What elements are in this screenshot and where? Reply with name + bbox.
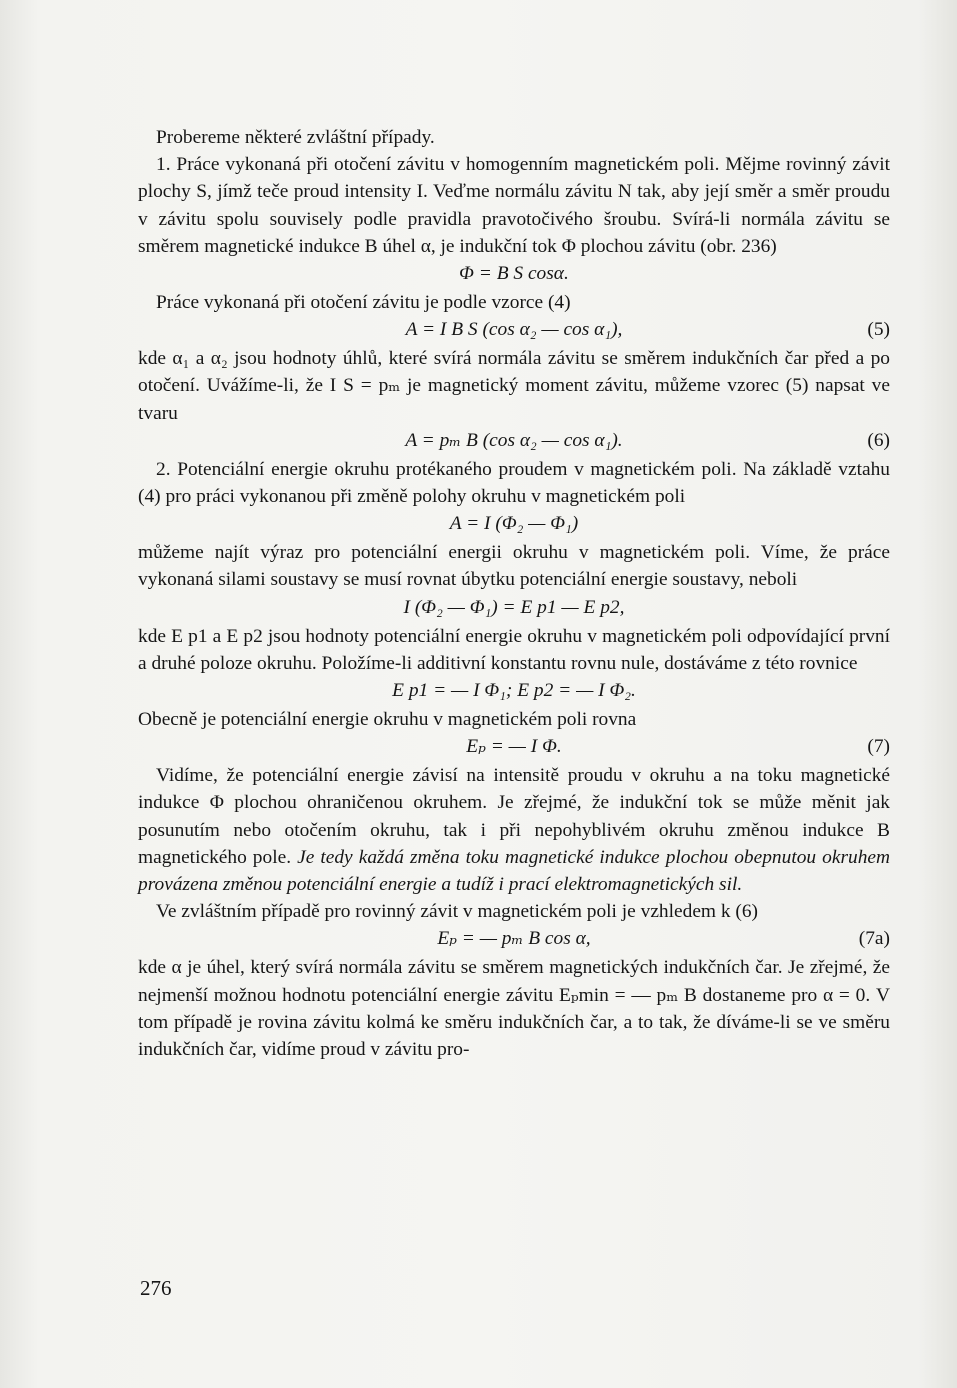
body-text (138, 124, 890, 1063)
equation-flux-body: Φ = B S cosα. (459, 263, 569, 285)
equation-flux (138, 260, 890, 289)
equation-work-flux-body: A = I (Φ₂ — Φ₁) (449, 513, 579, 535)
potential-paragraph: můžeme najít výraz pro potenciální energii okruhu v magnetickém poli. Víme, že práce vykonaná silami soustavy se musí rovnat úbytku potenciální energie soustavy, neboli (138, 542, 890, 591)
equation-5-body: A = I B S (cos α₂ — cos α₁), (405, 319, 623, 341)
section-2-paragraph: 2. Potenciální energie okruhu protékaného proudem v magnetickém poli. Na základě vztahu (4) pro práci vykonanou při změně polohy okruhu v magnetickém poli (138, 458, 890, 508)
equation-energy-difference (138, 594, 890, 623)
equation-7 (138, 733, 890, 762)
equation-7a-body: Eₚ = — pₘ B cos α, (437, 928, 591, 950)
equation-7-body: Eₚ = — I Φ. (466, 736, 562, 758)
equation-energy-difference-body: I (Φ₂ — Φ₁) = E p1 — E p2, (403, 596, 625, 618)
section-1-paragraph: 1. Práce vykonaná při otočení závitu v homogenním magnetickém poli. Mějme rovinný závit plochy S, jímž teče proud intensity I. Veďme normálu závitu N tak, aby její směr a směr proudu v závitu spolu souvisely podle pravidla pravotočivého šroubu. Svírá-li normála závitu se směrem magnetické indukce B úhel α, je indukční tok Φ plochou závitu (obr. 236) (138, 154, 890, 257)
angles-paragraph: kde α₁ a α₂ jsou hodnoty úhlů, které svírá normála závitu se směrem indukčních čar před a po otočení. Uvážíme-li, že I S = pₘ je magnetický moment závitu, můžeme vzorec (5) napsat ve tvaru (138, 348, 890, 424)
general-energy-paragraph: Obecně je potenciální energie okruhu v magnetickém poli rovna (138, 709, 637, 731)
equation-7a-number: (7a) (858, 928, 890, 950)
equation-6-number: (6) (867, 429, 890, 451)
special-case-paragraph: Ve zvláštním případě pro rovinný závit v magnetickém poli je vzhledem k (6) (156, 901, 759, 923)
equation-6 (138, 427, 890, 456)
page-number: 276 (140, 1276, 172, 1300)
equation-6-body: A = pₘ B (cos α₂ — cos α₁). (405, 429, 623, 451)
conclusion-text: Vidíme, že potenciální energie závisí na intensitě proudu v okruhu a na toku magnetické indukce Φ plochou ohraničenou okruhem. Je zřejmé, že indukční tok se může měnit jak posunutím nebo otočením okruhu, tak i při nepohyblivém okruhu změnou indukce B magnetického pole. (138, 765, 890, 868)
equation-work-flux (138, 510, 890, 539)
equation-energies-body: E p1 = — I Φ₁; E p2 = — I Φ₂. (392, 680, 636, 702)
equation-energies (138, 677, 890, 706)
conclusion-italic-text: Je tedy každá změna toku magnetické indukce plochou obepnutou okruhem provázena změnou potenciální energie a tudíž i prací elektromagnetických sil. (138, 846, 890, 896)
equation-7a (138, 925, 890, 954)
equation-7-number: (7) (867, 736, 890, 758)
conclusion-paragraph (138, 762, 890, 898)
intro-paragraph: Probereme některé zvláštní případy. (156, 127, 435, 148)
work-paragraph: Práce vykonaná při otočení závitu je podle vzorce (4) (156, 292, 571, 314)
equation-5-number: (5) (867, 319, 890, 341)
minimum-energy-paragraph: kde α je úhel, který svírá normála závitu se směrem magnetických indukčních čar. Je zřejmé, že nejmenší možnou hodnotu potenciální energie závitu Eₚmin = — pₘ B dostaneme pro α = 0. V tom případě je rovina závitu kolmá ke směru indukčních čar, a to tak, že díváme-li se ve směru indukčních čar, vidíme proud v závitu pro- (138, 957, 890, 1061)
energy-values-paragraph: kde E p1 a E p2 jsou hodnoty potenciální energie okruhu v magnetickém poli odpovídající první a druhé poloze okruhu. Položíme-li additivní konstantu rovnu nule, dostáváme z této rovnice (138, 625, 890, 674)
equation-5 (138, 316, 890, 345)
